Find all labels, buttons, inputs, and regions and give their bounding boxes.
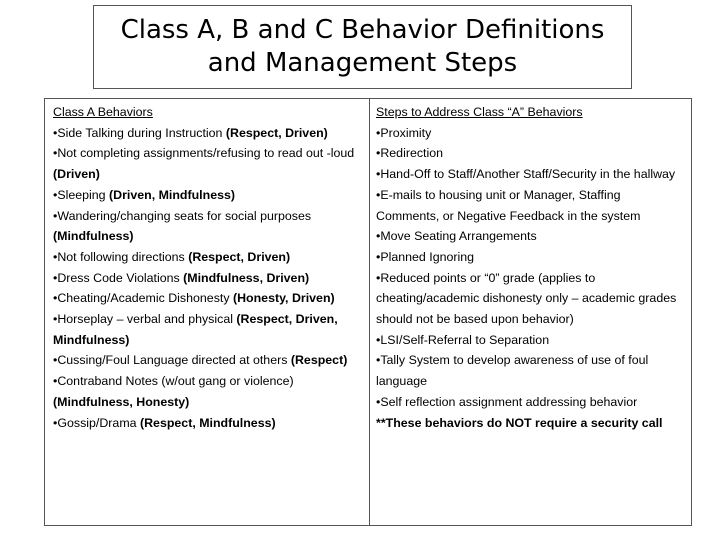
behavior-text: Not completing assignments/refusing to read out -loud bbox=[57, 146, 355, 161]
step-item: •Hand-Off to Staff/Another Staff/Security in the hallway bbox=[376, 167, 676, 182]
step-text: Tally System to develop awareness of use of foul language bbox=[376, 353, 649, 389]
behavior-values: (Respect, Driven) bbox=[225, 125, 328, 140]
step-item: •Planned Ignoring bbox=[376, 249, 475, 264]
behavior-item: •Not completing assignments/refusing to read out -loud (Driven) bbox=[53, 146, 355, 182]
step-item: •Move Seating Arrangements bbox=[376, 229, 537, 244]
step-text: LSI/Self-Referral to Separation bbox=[380, 332, 550, 347]
step-text: Hand-Off to Staff/Another Staff/Security in the hallway bbox=[380, 167, 676, 182]
step-text: Redirection bbox=[380, 146, 444, 161]
behavior-text: Side Talking during Instruction bbox=[57, 125, 226, 140]
behavior-text: Dress Code Violations bbox=[57, 270, 184, 285]
step-item: •Reduced points or “0” grade (applies to cheating/academic dishonesty only – academic grades should not be based upon behavior) bbox=[376, 270, 677, 327]
step-item: •LSI/Self-Referral to Separation bbox=[376, 332, 550, 347]
behavior-text: Horseplay – verbal and physical bbox=[57, 312, 237, 327]
step-text: E-mails to housing unit or Manager, Staffing Comments, or Negative Feedback in the system bbox=[376, 187, 641, 223]
steps-heading: Steps to Address Class “A” Behaviors bbox=[376, 105, 583, 119]
title-line-1: Class A, B and C Behavior Definitions bbox=[120, 15, 605, 45]
behavior-text: Wandering/changing seats for social purposes bbox=[57, 208, 312, 223]
step-item: •Self reflection assignment addressing behavior bbox=[376, 394, 638, 409]
behavior-item: •Sleeping (Driven, Mindfulness) bbox=[53, 187, 235, 202]
behavior-item: •Gossip/Drama (Respect, Mindfulness) bbox=[53, 415, 276, 430]
behavior-table bbox=[44, 98, 692, 526]
step-item: •E-mails to housing unit or Manager, Staffing Comments, or Negative Feedback in the system bbox=[376, 187, 641, 223]
step-item: •Proximity bbox=[376, 125, 432, 140]
behavior-text: Gossip/Drama bbox=[57, 415, 140, 430]
behavior-values: (Respect) bbox=[290, 353, 348, 368]
behavior-values: (Mindfulness, Honesty) bbox=[53, 394, 190, 409]
security-note: **These behaviors do NOT require a security call bbox=[376, 415, 663, 430]
behavior-item: •Side Talking during Instruction (Respect, Driven) bbox=[53, 125, 328, 140]
behavior-text: Sleeping bbox=[57, 187, 110, 202]
step-item: •Redirection bbox=[376, 146, 444, 161]
behavior-values: (Honesty, Driven) bbox=[232, 291, 335, 306]
behavior-values: (Respect, Driven) bbox=[188, 249, 291, 264]
class-a-behaviors-column bbox=[45, 99, 370, 525]
behavior-item: •Horseplay – verbal and physical (Respect, Driven, Mindfulness) bbox=[53, 312, 338, 347]
step-text: Proximity bbox=[380, 125, 432, 140]
behavior-values: (Respect, Driven, Mindfulness) bbox=[53, 312, 338, 347]
steps-column bbox=[370, 99, 691, 525]
behavior-item: •Dress Code Violations (Mindfulness, Driven) bbox=[53, 270, 310, 285]
step-text: Self reflection assignment addressing behavior bbox=[380, 394, 638, 409]
behavior-values: (Driven) bbox=[53, 167, 100, 182]
behavior-item: •Not following directions (Respect, Driven) bbox=[53, 249, 291, 264]
page-title bbox=[93, 5, 632, 89]
behavior-text: Not following directions bbox=[57, 249, 189, 264]
step-text: Move Seating Arrangements bbox=[380, 229, 537, 244]
behavior-text: Contraband Notes (w/out gang or violence) bbox=[57, 374, 294, 389]
behavior-values: (Driven, Mindfulness) bbox=[109, 187, 235, 202]
behavior-text: Cheating/Academic Dishonesty bbox=[57, 291, 233, 306]
title-line-2: and Management Steps bbox=[207, 48, 518, 78]
behavior-item: •Contraband Notes (w/out gang or violence) (Mindfulness, Honesty) bbox=[53, 374, 294, 409]
behavior-values: (Respect, Mindfulness) bbox=[139, 415, 276, 430]
step-item: •Tally System to develop awareness of use of foul language bbox=[376, 353, 649, 389]
behavior-values: (Mindfulness, Driven) bbox=[183, 270, 310, 285]
behavior-item: •Cussing/Foul Language directed at others (Respect) bbox=[53, 353, 348, 368]
behavior-item: •Wandering/changing seats for social purposes (Mindfulness) bbox=[53, 208, 312, 244]
step-text: Planned Ignoring bbox=[380, 249, 475, 264]
step-text: Reduced points or “0” grade (applies to cheating/academic dishonesty only – academic grades should not be based upon behavior) bbox=[376, 270, 677, 327]
behavior-text: Cussing/Foul Language directed at others bbox=[57, 353, 291, 368]
class-a-heading: Class A Behaviors bbox=[53, 105, 153, 119]
behavior-values: (Mindfulness) bbox=[53, 229, 134, 244]
behavior-item: •Cheating/Academic Dishonesty (Honesty, Driven) bbox=[53, 291, 335, 306]
